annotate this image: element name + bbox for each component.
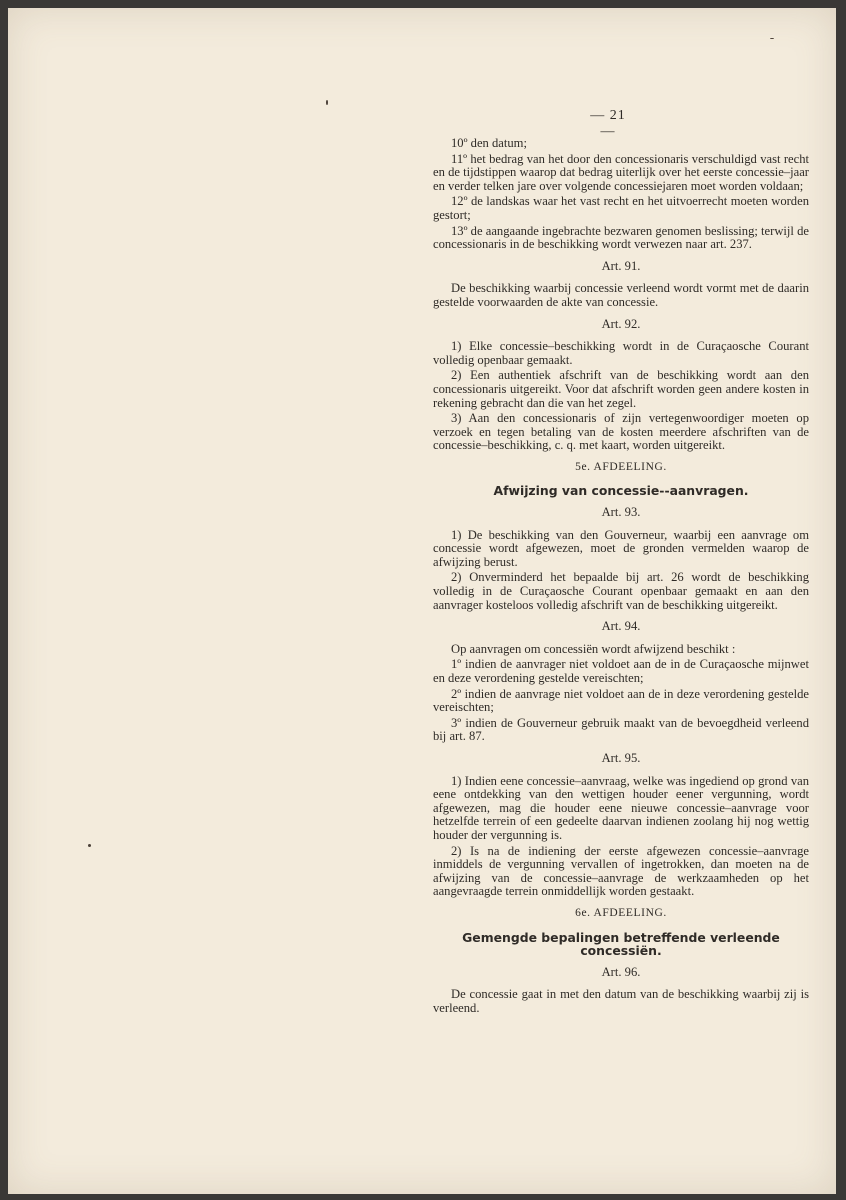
paragraph: De concessie gaat in met den datum van de beschikking waarbij zij is verleend. — [433, 987, 809, 1015]
paragraph: 3) Aan den concessionaris of zijn vertegenwoordiger moeten op verzoek en tegen betaling van de kosten meerdere afschriften van de concessie–beschikking, c. q. met kaart, worden uitgereikt. — [433, 411, 809, 453]
paragraph: 2) Is na de indiening der eerste afgewezen concessie–aanvrage inmiddels de vergunning vervallen of ingetrokken, dan moeten na de afwijzing van de concessie–aanvrage de werkzaamheden op het aangevraagde terrein onmiddellijk worden gestaakt. — [433, 843, 809, 899]
paragraph: 1) De beschikking van den Gouverneur, waarbij een aanvrage om concessie wordt afgewezen, moet de gronden vermelden waarop de afwijzing berust. — [433, 527, 809, 569]
paragraph: 12º de landskas waar het vast recht en het uitvoerrecht moeten worden gestort; — [433, 194, 809, 222]
paragraph: 2) Een authentiek afschrift van de beschikking wordt aan den concessionaris uitgereikt. Voor dat afschrift worden geen andere kosten in rekening gebracht dan die van het zegel. — [433, 368, 809, 410]
article-number: Art. 92. — [601, 316, 641, 331]
paragraph: 2º indien de aanvrage niet voldoet aan de in deze verordening gestelde vereischten; — [433, 686, 809, 715]
section-heading: Gemengde bepalingen betreffende verleende concessiën. — [462, 929, 780, 959]
paragraph: Op aanvragen om concessiën wordt afwijzend beschikt : — [451, 641, 736, 656]
paragraph: De beschikking waarbij concessie verleend wordt vormt met de daarin gestelde voorwaarden de akte van concessie. — [433, 281, 809, 309]
paper-speck — [770, 38, 774, 39]
article-number: Art. 91. — [601, 258, 641, 273]
article-number: Art. 94. — [601, 619, 641, 634]
section-heading: Afwijzing van concessie--aanvragen. — [493, 483, 749, 499]
paper-speck — [88, 844, 91, 847]
text-column — [433, 137, 809, 1017]
paragraph: 10º den datum; — [451, 136, 527, 150]
section-title: 6e. AFDEELING. — [575, 906, 667, 919]
paragraph: 13º de aangaande ingebrachte bezwaren genomen beslissing; terwijl de concessionaris in de beschikking wordt verwezen naar art. 237. — [433, 223, 809, 252]
paragraph: 3º indien de Gouverneur gebruik maakt van de bevoegdheid verleend bij art. 87. — [433, 715, 809, 744]
paragraph: 2) Onverminderd het bepaalde bij art. 26 wordt de beschikking volledig in de Curaçaosche Courant openbaar gemaakt en aan den aanvrager kosteloos volledig afschrift van de beschikking uitgereikt. — [433, 570, 809, 612]
paper-speck — [326, 100, 328, 105]
article-number: Art. 96. — [601, 964, 641, 979]
paragraph: 11º het bedrag van het door den concessionaris verschuldigd vast recht en de tijdstippen waarop dat bedrag uiterlijk over het eerste concessie–jaar en verder telken jare over volgende concessiejaren moet worden voldaan; — [433, 151, 809, 193]
article-number: Art. 95. — [601, 750, 641, 765]
paragraph: 1º indien de aanvrager niet voldoet aan de in de Curaçaosche mijnwet en deze verordening gestelde vereischten; — [433, 657, 809, 685]
section-title: 5e. AFDEELING. — [575, 460, 667, 473]
paragraph: 1) Indien eene concessie–aanvraag, welke was ingediend op grond van eene ontdekking van den wettigen houder eener vergunning, wordt afgewezen, mag die houder eene nieuwe concessie–aanvrage voor hetzelfde terrein of een gedeelte daarvan indienen zoolang hij nog wettig houder der vergunning is. — [433, 773, 809, 842]
article-number: Art. 93. — [601, 505, 641, 520]
page-number: — 21 — — [590, 108, 626, 139]
paragraph: 1) Elke concessie–beschikking wordt in de Curaçaosche Courant volledig openbaar gemaakt. — [433, 339, 809, 367]
